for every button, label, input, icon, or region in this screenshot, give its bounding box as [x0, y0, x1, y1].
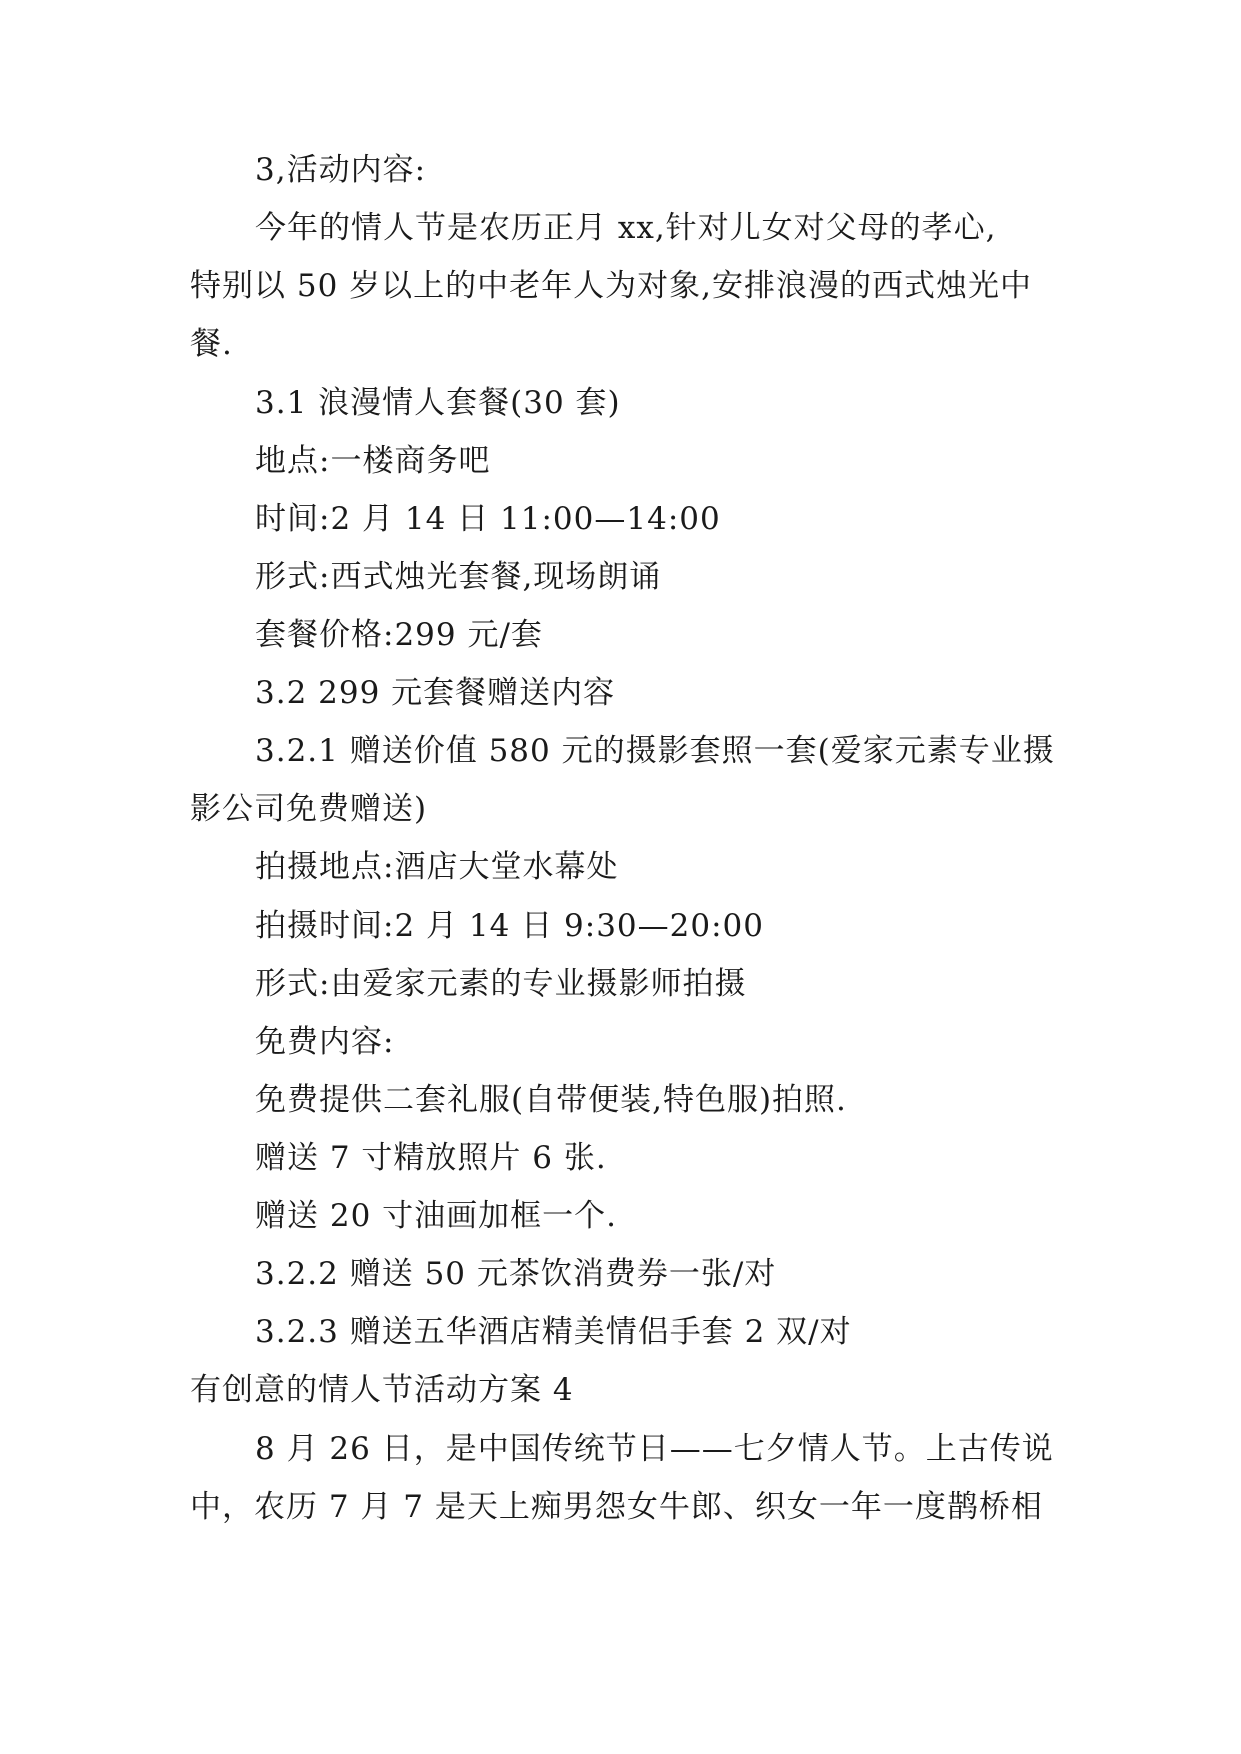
- paragraph-line: 时间:2 月 14 日 11:00—14:00: [255, 501, 721, 537]
- paragraph-line: 影公司免费赠送): [190, 791, 428, 827]
- paragraph-line: 拍摄地点:酒店大堂水幕处: [255, 849, 619, 885]
- paragraph-line: 赠送 20 寸油画加框一个.: [255, 1198, 618, 1234]
- section-heading: 3,活动内容:: [255, 152, 427, 188]
- paragraph-line: 赠送 7 寸精放照片 6 张.: [255, 1140, 607, 1176]
- paragraph-line: 免费提供二套礼服(自带便装,特色服)拍照.: [255, 1082, 847, 1118]
- paragraph-line: 特别以 50 岁以上的中老年人为对象,安排浪漫的西式烛光中: [190, 268, 1033, 304]
- paragraph-line: 餐.: [190, 326, 233, 362]
- paragraph-line: 3.2.2 赠送 50 元茶饮消费券一张/对: [255, 1256, 777, 1292]
- paragraph-line: 套餐价格:299 元/套: [255, 617, 543, 653]
- paragraph-line: 8 月 26 日，是中国传统节日——七夕情人节。上古传说: [255, 1431, 1054, 1467]
- paragraph-line: 形式:西式烛光套餐,现场朗诵: [255, 559, 662, 595]
- paragraph-line: 3.2.1 赠送价值 580 元的摄影套照一套(爱家元素专业摄: [255, 733, 1055, 769]
- document-title: 有创意的情人节活动方案 4: [190, 1372, 574, 1408]
- subsection-heading: 3.1 浪漫情人套餐(30 套): [255, 385, 621, 421]
- paragraph-line: 3.2.3 赠送五华酒店精美情侣手套 2 双/对: [255, 1314, 852, 1350]
- subsection-heading: 3.2 299 元套餐赠送内容: [255, 675, 616, 711]
- paragraph-line: 拍摄时间:2 月 14 日 9:30—20:00: [255, 908, 764, 944]
- paragraph-line: 免费内容:: [255, 1024, 395, 1060]
- paragraph-line: 地点:一楼商务吧: [255, 443, 491, 479]
- paragraph-line: 形式:由爱家元素的专业摄影师拍摄: [255, 966, 747, 1002]
- paragraph-line: 中，农历 7 月 7 是天上痴男怨女牛郎、织女一年一度鹊桥相: [190, 1489, 1043, 1525]
- paragraph-line: 今年的情人节是农历正月 xx,针对儿女对父母的孝心,: [255, 210, 997, 246]
